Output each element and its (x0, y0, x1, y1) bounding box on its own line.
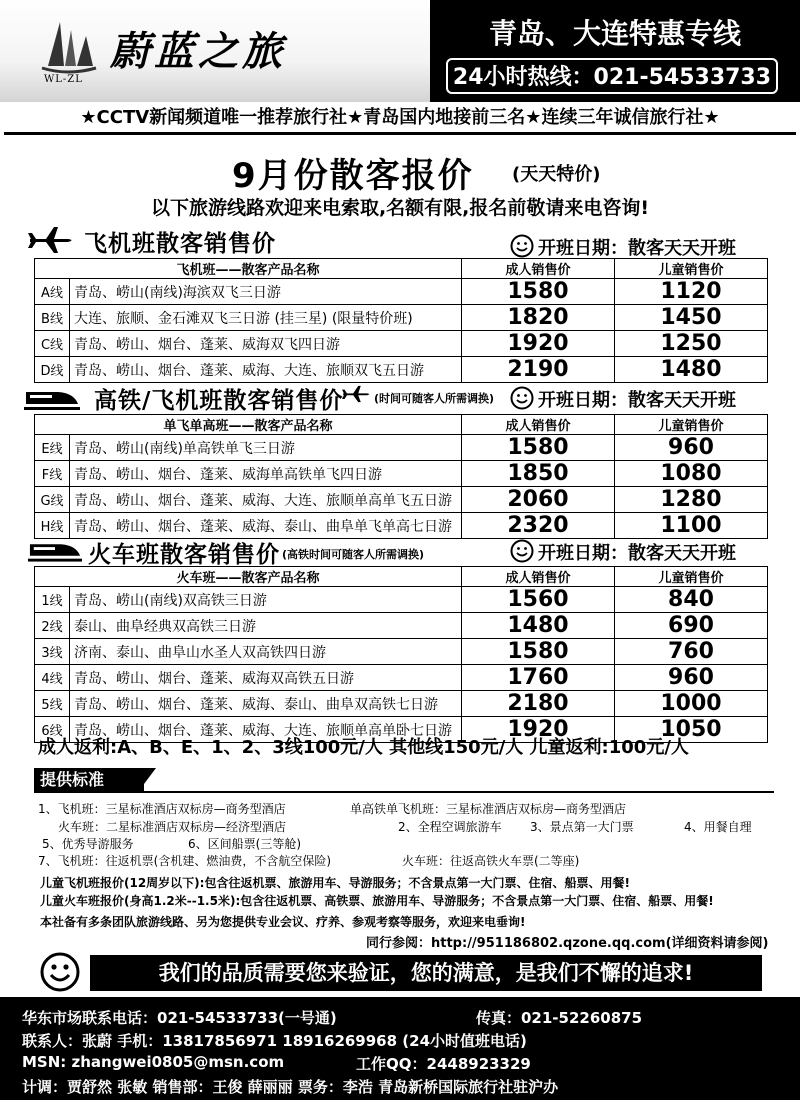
adult-price: 1820 (462, 305, 615, 331)
route-name: 青岛、崂山(南线)双高铁三日游 (70, 587, 462, 613)
child-price: 960 (615, 665, 768, 691)
route-name: 青岛、崂山、烟台、蓬莱、威海、大连、旅顺单高单卧七日游 (70, 717, 462, 743)
top-divider (4, 132, 796, 135)
child-price: 1120 (615, 279, 768, 305)
route-code: 2线 (35, 613, 70, 639)
table-row (35, 487, 768, 513)
page-title: 9月份散客报价 (232, 156, 474, 196)
col-header-child: 儿童销售价 (615, 259, 768, 279)
adult-price: 1760 (462, 665, 615, 691)
standards-tab-tail (138, 768, 156, 792)
brand-name: 蔚蓝之旅 (110, 28, 286, 75)
route-name: 青岛、崂山(南线)海滨双飞三日游 (70, 279, 462, 305)
adult-price: 2190 (462, 357, 615, 383)
open-date-rail-air: 开班日期：散客天天开班 (538, 390, 736, 411)
smiley-icon (40, 952, 80, 992)
price-table-train (34, 566, 768, 743)
airplane-icon (28, 226, 76, 254)
msn-address: MSN: zhangwei0805@msn.com (22, 1053, 285, 1071)
adult-price: 2180 (462, 691, 615, 717)
page-subtitle: (天天特价) (512, 164, 601, 185)
route-name: 济南、泰山、曲阜山水圣人双高铁四日游 (70, 639, 462, 665)
adult-price: 1920 (462, 331, 615, 357)
child-price: 1280 (615, 487, 768, 513)
route-name: 青岛、崂山、烟台、蓬莱、威海单高铁单飞四日游 (70, 461, 462, 487)
route-name: 青岛、崂山、烟台、蓬莱、威海、大连、旅顺双飞五日游 (70, 357, 462, 383)
market-phone: 华东市场联系电话：021-54533733(一号通) (22, 1009, 337, 1027)
train-icon (28, 536, 82, 564)
section-note-train: (高铁时间可随客人所需调换) (282, 548, 425, 561)
standard-item: 火车班：往返高铁火车票(二等座) (402, 854, 580, 868)
route-name: 泰山、曲阜经典双高铁三日游 (70, 613, 462, 639)
route-code: C线 (35, 331, 70, 357)
route-name: 青岛、崂山、烟台、蓬莱、威海、泰山、曲阜单飞单高七日游 (70, 513, 462, 539)
standard-item: 火车班：二星标准酒店双标房—经济型酒店 (58, 820, 287, 834)
adult-price: 1850 (462, 461, 615, 487)
child-price: 1080 (615, 461, 768, 487)
route-code: B线 (35, 305, 70, 331)
table-header-row (35, 259, 768, 279)
table-row (35, 613, 768, 639)
adult-price: 1580 (462, 435, 615, 461)
standards-rule (34, 791, 774, 793)
route-code: 4线 (35, 665, 70, 691)
route-code: H线 (35, 513, 70, 539)
col-header-adult: 成人销售价 (462, 415, 615, 435)
standard-item: 2、全程空调旅游车 (398, 820, 502, 834)
table-row (35, 435, 768, 461)
child-price: 1450 (615, 305, 768, 331)
intro-text: 以下旅游线路欢迎来电索取,名额有限,报名前敬请来电咨询! (150, 197, 650, 219)
section-title-rail-air: 高铁/飞机班散客销售价 (94, 388, 344, 414)
route-name: 青岛、崂山、烟台、蓬莱、威海、泰山、曲阜双高铁七日游 (70, 691, 462, 717)
col-header-child: 儿童销售价 (615, 567, 768, 587)
route-name: 青岛、崂山(南线)单高铁单飞三日游 (70, 435, 462, 461)
contact-person: 联系人：张蔚 手机：13817856971 18916269968 (24小时值班电话) (22, 1032, 527, 1050)
route-title: 青岛、大连特惠专线 (488, 17, 741, 50)
route-code: 5线 (35, 691, 70, 717)
standard-item: 1、飞机班：三星标准酒店双标房—商务型酒店 (38, 802, 286, 816)
adult-price: 1480 (462, 613, 615, 639)
route-name: 青岛、崂山、烟台、蓬莱、威海双飞四日游 (70, 331, 462, 357)
child-train-price-note: 儿童火车班报价(身高1.2米--1.5米):包含往返机票、高铁票、旅游用车、导游服务；不含景点第一大门票、住宿、船票、用餐! (40, 894, 714, 908)
table-row (35, 357, 768, 383)
adult-price: 1560 (462, 587, 615, 613)
table-row (35, 461, 768, 487)
table-row (35, 587, 768, 613)
quality-slogan: 我们的品质需要您来验证，您的满意，是我们不懈的追求! (90, 955, 762, 991)
col-header-product: 飞机班——散客产品名称 (35, 259, 462, 279)
col-header-product: 单飞单高班——散客产品名称 (35, 415, 462, 435)
child-price: 1250 (615, 331, 768, 357)
route-code: G线 (35, 487, 70, 513)
price-table-rail-air (34, 414, 768, 539)
smiley-icon (510, 234, 534, 258)
adult-price: 1920 (462, 717, 615, 743)
sailboat-logo-icon (38, 14, 98, 74)
table-header-row (35, 567, 768, 587)
table-row (35, 691, 768, 717)
route-code: 1线 (35, 587, 70, 613)
slogan-banner: ★CCTV新闻频道唯一推荐旅行社★青岛国内地接前三名★连续三年诚信旅行社★ (80, 107, 720, 128)
work-qq: 工作QQ：2448923329 (356, 1055, 531, 1073)
child-price: 840 (615, 587, 768, 613)
adult-price: 2320 (462, 513, 615, 539)
section-title-train: 火车班散客销售价 (88, 542, 280, 568)
table-row (35, 665, 768, 691)
route-code: F线 (35, 461, 70, 487)
adult-price: 1580 (462, 639, 615, 665)
price-table-air (34, 258, 768, 383)
open-date-air: 开班日期：散客天天开班 (538, 238, 736, 259)
child-price: 960 (615, 435, 768, 461)
standard-item: 单高铁单飞机班：三星标准酒店双标房—商务型酒店 (350, 802, 627, 816)
section-title-air: 飞机班散客销售价 (84, 231, 276, 257)
route-code: E线 (35, 435, 70, 461)
smiley-icon (510, 386, 534, 410)
extra-services-note: 本社备有多条团队旅游线路、另为您提供专业会议、疗养、参观考察等服务，欢迎来电垂询! (40, 915, 526, 929)
child-price: 1000 (615, 691, 768, 717)
website-link[interactable]: 同行参阅：http://951186802.qzone.qq.com(详细资料请参阅) (366, 936, 769, 951)
route-code: 3线 (35, 639, 70, 665)
route-name: 青岛、崂山、烟台、蓬莱、威海双高铁五日游 (70, 665, 462, 691)
adult-price: 2060 (462, 487, 615, 513)
table-row (35, 331, 768, 357)
route-name: 青岛、崂山、烟台、蓬莱、威海、大连、旅顺单高单飞五日游 (70, 487, 462, 513)
table-header-row (35, 415, 768, 435)
adult-price: 1580 (462, 279, 615, 305)
child-price: 1100 (615, 513, 768, 539)
table-row (35, 305, 768, 331)
child-price: 1480 (615, 357, 768, 383)
logo-caption: WL-ZL (44, 74, 83, 85)
route-code: A线 (35, 279, 70, 305)
rebate-text: 成人返利:A、B、E、1、2、3线100元/人 其他线150元/人 儿童返利:100元/人 (38, 737, 689, 758)
airplane-icon (342, 382, 372, 406)
staff-list: 计调：贾舒然 张敏 销售部：王俊 薛丽丽 票务：李浩 青岛新桥国际旅行社驻沪办 (22, 1078, 559, 1096)
bullet-train-icon (24, 384, 80, 412)
standards-tab: 提供标准 (34, 768, 144, 792)
open-date-train: 开班日期：散客天天开班 (538, 543, 736, 564)
col-header-child: 儿童销售价 (615, 415, 768, 435)
fax-number: 传真：021-52260875 (476, 1009, 643, 1027)
standard-item: 4、用餐自理 (684, 820, 752, 834)
child-air-price-note: 儿童飞机班报价(12周岁以下):包含往返机票、旅游用车、导游服务；不含景点第一大门票、住宿、船票、用餐! (40, 876, 630, 890)
table-row (35, 279, 768, 305)
hotline-badge: 24小时热线：021-54533733 (446, 58, 778, 94)
child-price: 690 (615, 613, 768, 639)
standard-item: 3、景点第一大门票 (530, 820, 634, 834)
smiley-icon (510, 539, 534, 563)
standard-item: 5、优秀导游服务 (42, 837, 134, 851)
route-code: 6线 (35, 717, 70, 743)
col-header-adult: 成人销售价 (462, 567, 615, 587)
footer-contact (0, 997, 800, 1100)
child-price: 760 (615, 639, 768, 665)
table-row (35, 513, 768, 539)
table-row (35, 639, 768, 665)
standard-item: 6、区间船票(三等舱) (188, 837, 301, 851)
col-header-adult: 成人销售价 (462, 259, 615, 279)
section-note-rail-air: (时间可随客人所需调换) (374, 392, 495, 405)
standard-item: 7、飞机班：往返机票(含机建、燃油费，不含航空保险) (38, 854, 332, 868)
route-name: 大连、旅顺、金石滩双飞三日游 (挂三星) (限量特价班) (70, 305, 462, 331)
col-header-product: 火车班——散客产品名称 (35, 567, 462, 587)
route-code: D线 (35, 357, 70, 383)
child-price: 1050 (615, 717, 768, 743)
